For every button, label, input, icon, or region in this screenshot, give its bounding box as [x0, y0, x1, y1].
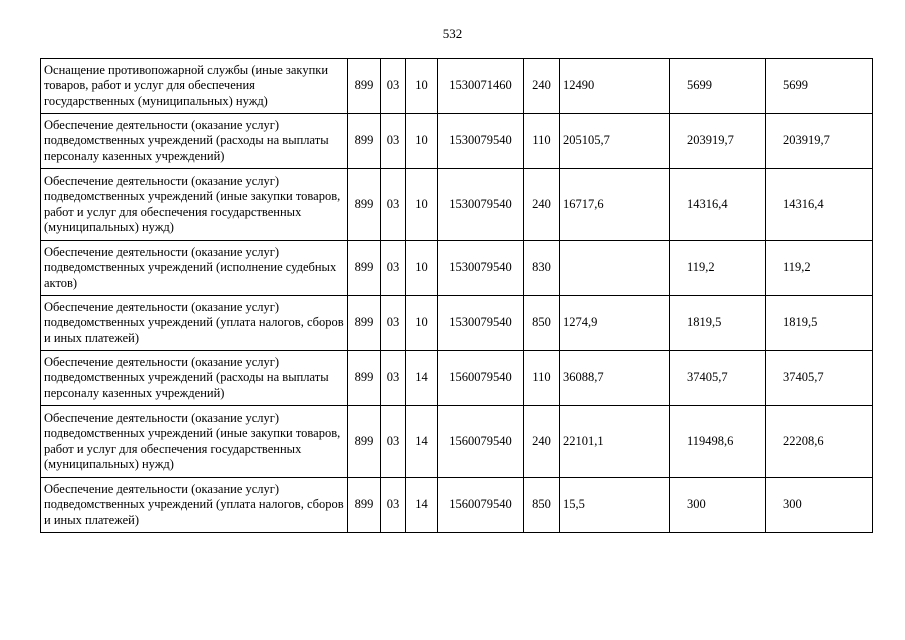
section-code: 03: [381, 169, 406, 241]
target-article-code: 1560079540: [438, 478, 524, 533]
amount-2: 119,2: [670, 241, 766, 296]
amount-3: 5699: [766, 59, 873, 114]
row-description: Обеспечение деятельности (оказание услуг) подведомственных учреждений (уплата налогов, сборов и иных платежей): [41, 296, 348, 351]
table-row: [41, 478, 873, 533]
page-number: 532: [442, 26, 463, 41]
expense-type-code: 240: [524, 169, 560, 241]
expense-type-code: 110: [524, 351, 560, 406]
target-article-code: 1560079540: [438, 351, 524, 406]
amount-2: 37405,7: [670, 351, 766, 406]
amount-3: 300: [766, 478, 873, 533]
amount-1: 16717,6: [560, 169, 670, 241]
subsection-code: 14: [406, 406, 438, 478]
amount-3: 119,2: [766, 241, 873, 296]
target-article-code: 1530071460: [438, 59, 524, 114]
amount-3: 1819,5: [766, 296, 873, 351]
row-description: Оснащение противопожарной службы (иные закупки товаров, работ и услуг для обеспечения государственных (муниципальных) нужд): [41, 59, 348, 114]
amount-3: 37405,7: [766, 351, 873, 406]
table-row: [41, 59, 873, 114]
row-description: Обеспечение деятельности (оказание услуг) подведомственных учреждений (иные закупки товаров, работ и услуг для обеспечения государственных (муниципальных) нужд): [41, 406, 348, 478]
subsection-code: 10: [406, 169, 438, 241]
subsection-code: 10: [406, 114, 438, 169]
expense-type-code: 240: [524, 406, 560, 478]
subsection-code: 10: [406, 59, 438, 114]
row-description: Обеспечение деятельности (оказание услуг) подведомственных учреждений (исполнение судебных актов): [41, 241, 348, 296]
expense-type-code: 850: [524, 478, 560, 533]
section-code: 03: [381, 296, 406, 351]
subsection-code: 10: [406, 241, 438, 296]
section-code: 03: [381, 351, 406, 406]
amount-2: 1819,5: [670, 296, 766, 351]
section-code: 03: [381, 241, 406, 296]
section-code: 03: [381, 406, 406, 478]
section-code: 03: [381, 59, 406, 114]
table-row: [41, 114, 873, 169]
amount-3: 14316,4: [766, 169, 873, 241]
row-description: Обеспечение деятельности (оказание услуг) подведомственных учреждений (расходы на выплаты персоналу казенных учреждений): [41, 351, 348, 406]
amount-2: 119498,6: [670, 406, 766, 478]
subsection-code: 10: [406, 296, 438, 351]
table-row: [41, 241, 873, 296]
target-article-code: 1530079540: [438, 296, 524, 351]
ministry-code: 899: [348, 296, 381, 351]
row-description: Обеспечение деятельности (оказание услуг) подведомственных учреждений (уплата налогов, сборов и иных платежей): [41, 478, 348, 533]
row-description: Обеспечение деятельности (оказание услуг) подведомственных учреждений (иные закупки товаров, работ и услуг для обеспечения государственных (муниципальных) нужд): [41, 169, 348, 241]
amount-1: 22101,1: [560, 406, 670, 478]
target-article-code: 1560079540: [438, 406, 524, 478]
expense-type-code: 240: [524, 59, 560, 114]
amount-1: 15,5: [560, 478, 670, 533]
amount-2: 300: [670, 478, 766, 533]
expense-type-code: 110: [524, 114, 560, 169]
amount-2: 203919,7: [670, 114, 766, 169]
amount-1: [560, 241, 670, 296]
expense-type-code: 850: [524, 296, 560, 351]
table-row: [41, 406, 873, 478]
ministry-code: 899: [348, 406, 381, 478]
amount-3: 22208,6: [766, 406, 873, 478]
row-description: Обеспечение деятельности (оказание услуг) подведомственных учреждений (расходы на выплаты персоналу казенных учреждений): [41, 114, 348, 169]
subsection-code: 14: [406, 351, 438, 406]
section-code: 03: [381, 114, 406, 169]
amount-2: 5699: [670, 59, 766, 114]
table-row: [41, 296, 873, 351]
amount-1: 12490: [560, 59, 670, 114]
table-row: [41, 351, 873, 406]
ministry-code: 899: [348, 169, 381, 241]
subsection-code: 14: [406, 478, 438, 533]
ministry-code: 899: [348, 114, 381, 169]
target-article-code: 1530079540: [438, 114, 524, 169]
table-row: [41, 169, 873, 241]
amount-3: 203919,7: [766, 114, 873, 169]
ministry-code: 899: [348, 351, 381, 406]
amount-1: 205105,7: [560, 114, 670, 169]
amount-1: 1274,9: [560, 296, 670, 351]
budget-table: [40, 58, 873, 533]
ministry-code: 899: [348, 59, 381, 114]
expense-type-code: 830: [524, 241, 560, 296]
section-code: 03: [381, 478, 406, 533]
amount-1: 36088,7: [560, 351, 670, 406]
ministry-code: 899: [348, 241, 381, 296]
ministry-code: 899: [348, 478, 381, 533]
budget-table-body: [41, 59, 873, 533]
amount-2: 14316,4: [670, 169, 766, 241]
target-article-code: 1530079540: [438, 241, 524, 296]
target-article-code: 1530079540: [438, 169, 524, 241]
